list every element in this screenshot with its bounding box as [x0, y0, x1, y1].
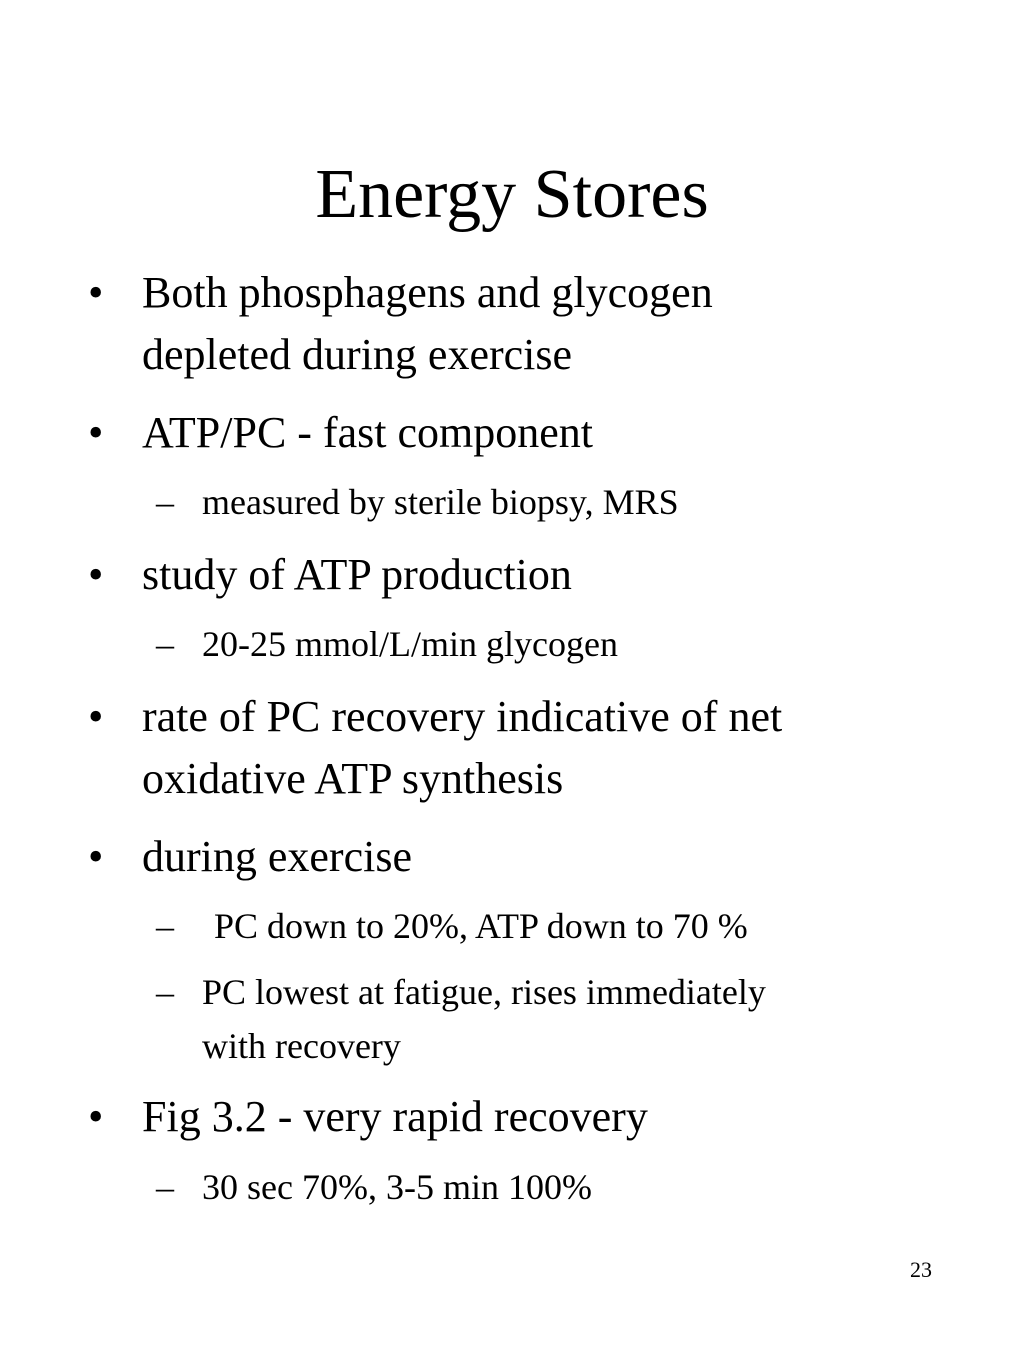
dash-icon: – [156, 482, 174, 522]
bullet-text-line: rate of PC recovery indicative of net [142, 692, 783, 741]
slide-title: Energy Stores [315, 156, 709, 233]
bullet-text-line: oxidative ATP synthesis [142, 754, 564, 803]
bullet-text-line: study of ATP production [142, 550, 572, 599]
dash-icon: – [156, 972, 174, 1012]
bullet-icon: • [88, 408, 104, 457]
dash-icon: – [156, 624, 174, 664]
bullet-text-line: during exercise [142, 832, 412, 881]
bullet-icon: • [88, 1092, 104, 1141]
bullet-icon: • [88, 692, 104, 741]
dash-icon: – [156, 1167, 174, 1207]
sub-item-text-line: with recovery [202, 1026, 401, 1066]
sub-item-text-line: 20-25 mmol/L/min glycogen [202, 624, 618, 664]
page-number: 23 [910, 1257, 932, 1282]
bullet-icon: • [88, 550, 104, 599]
sub-item-text-line: PC down to 20%, ATP down to 70 % [214, 906, 748, 946]
sub-item-text-line: 30 sec 70%, 3-5 min 100% [202, 1167, 592, 1207]
bullet-text-line: depleted during exercise [142, 330, 573, 379]
bullet-text-line: Fig 3.2 - very rapid recovery [142, 1092, 648, 1141]
sub-item-text-line: measured by sterile biopsy, MRS [202, 482, 679, 522]
sub-item-text-line: PC lowest at fatigue, rises immediately [202, 972, 766, 1012]
bullet-icon: • [88, 268, 104, 317]
dash-icon: – [156, 906, 174, 946]
bullet-text-line: ATP/PC - fast component [142, 408, 593, 457]
bullet-icon: • [88, 832, 104, 881]
bullet-text-line: Both phosphagens and glycogen [142, 268, 713, 317]
